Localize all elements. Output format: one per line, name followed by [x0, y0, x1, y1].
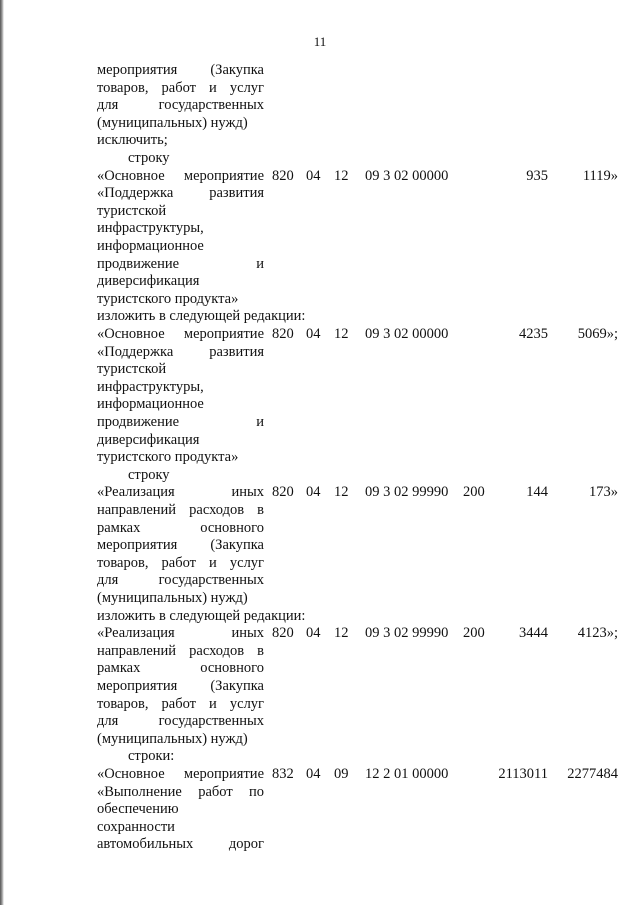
section-header: строку [128, 466, 170, 483]
instruction-text: изложить в следующей редакции: [97, 308, 306, 325]
row-description-line: (муниципальных) нужд) [97, 114, 248, 131]
sum-year-2: 173» [589, 484, 618, 501]
row-description-line: (муниципальных) нужд) [97, 590, 248, 606]
row-description-line: мероприятия (Закупка [97, 678, 264, 694]
admin-code: 832 [272, 766, 294, 782]
sum-year-1: 3444 [519, 625, 548, 642]
row-description-line: «Реализация иных [97, 484, 264, 501]
row-description-line: продвижение и [97, 255, 264, 272]
instruction-text: изложить в следующей редакции: [97, 607, 306, 624]
sum-year-2: 2277484 [567, 766, 618, 782]
expense-type: 200 [463, 625, 485, 642]
row-description-line: мероприятия (Закупка [97, 62, 264, 78]
scan-edge [0, 0, 4, 905]
admin-code: 820 [272, 484, 294, 501]
row-description-line: «Поддержка развития [97, 343, 264, 360]
row-description-line: «Основное мероприятие [97, 766, 264, 782]
row-description-line: туристского продукта» [97, 449, 239, 466]
sum-year-2: 4123»; [577, 625, 618, 642]
row-description-line: «Основное мероприятие [97, 326, 264, 342]
target-article: 12 2 01 00000 [365, 766, 449, 782]
row-description-line: для государственных [97, 572, 264, 589]
target-article: 09 3 02 99990 [365, 484, 449, 501]
section-code: 04 [306, 766, 321, 782]
row-description-line: «Основное мероприятие [97, 167, 264, 184]
subsection-code: 12 [334, 484, 349, 501]
row-description-line: (муниципальных) нужд) [97, 730, 248, 747]
row-description-line: диверсификация [97, 273, 200, 290]
row-description-line: рамках основного [97, 660, 264, 677]
section-code: 04 [306, 625, 321, 642]
admin-code: 820 [272, 167, 294, 184]
section-header: строки: [128, 748, 175, 765]
row-description-line: для государственных [97, 97, 264, 114]
target-article: 09 3 02 99990 [365, 625, 449, 642]
row-description-line: рамках основного [97, 519, 264, 536]
row-description-line: товаров, работ и услуг [97, 79, 264, 96]
row-description-line: продвижение и [97, 414, 264, 430]
section-code: 04 [306, 484, 321, 501]
target-article: 09 3 02 00000 [365, 326, 449, 342]
row-description-line: информационное [97, 396, 204, 413]
target-article: 09 3 02 00000 [365, 167, 449, 184]
row-description-line: товаров, работ и услуг [97, 695, 264, 712]
section-code: 04 [306, 167, 321, 184]
expense-type: 200 [463, 484, 485, 501]
row-description-line: обеспечению [97, 801, 179, 818]
row-description-line: товаров, работ и услуг [97, 554, 264, 571]
section-code: 04 [306, 326, 321, 342]
sum-year-2: 5069»; [577, 326, 618, 342]
row-description-line: туристской [97, 361, 167, 378]
row-description-line: инфраструктуры, [97, 220, 204, 237]
row-description-line: «Поддержка развития [97, 185, 264, 202]
row-description-line: «Выполнение работ по [97, 783, 264, 800]
row-description-line: мероприятия (Закупка [97, 537, 264, 554]
row-description-line: для государственных [97, 713, 264, 730]
row-description-line: диверсификация [97, 431, 200, 448]
subsection-code: 12 [334, 167, 349, 184]
page-number: 11 [313, 34, 327, 49]
row-description-line: туристского продукта» [97, 290, 239, 307]
subsection-code: 09 [334, 766, 349, 782]
admin-code: 820 [272, 625, 294, 642]
row-description-line: сохранности [97, 818, 175, 835]
row-description-line: инфраструктуры, [97, 378, 204, 395]
subsection-code: 12 [334, 326, 349, 342]
row-description-line: автомобильных дорог [97, 836, 264, 853]
section-header: строку [128, 150, 170, 166]
row-description-line: направлений расходов в [97, 502, 264, 518]
row-description-line: направлений расходов в [97, 642, 264, 659]
row-description-line: «Реализация иных [97, 625, 264, 642]
admin-code: 820 [272, 326, 294, 342]
instruction-text: исключить; [97, 132, 168, 149]
subsection-code: 12 [334, 625, 349, 642]
sum-year-1: 2113011 [498, 766, 548, 782]
sum-year-1: 935 [526, 167, 548, 184]
row-description-line: туристской [97, 202, 167, 219]
sum-year-2: 1119» [582, 167, 618, 184]
sum-year-1: 4235 [519, 326, 548, 342]
sum-year-1: 144 [526, 484, 548, 501]
row-description-line: информационное [97, 238, 204, 254]
